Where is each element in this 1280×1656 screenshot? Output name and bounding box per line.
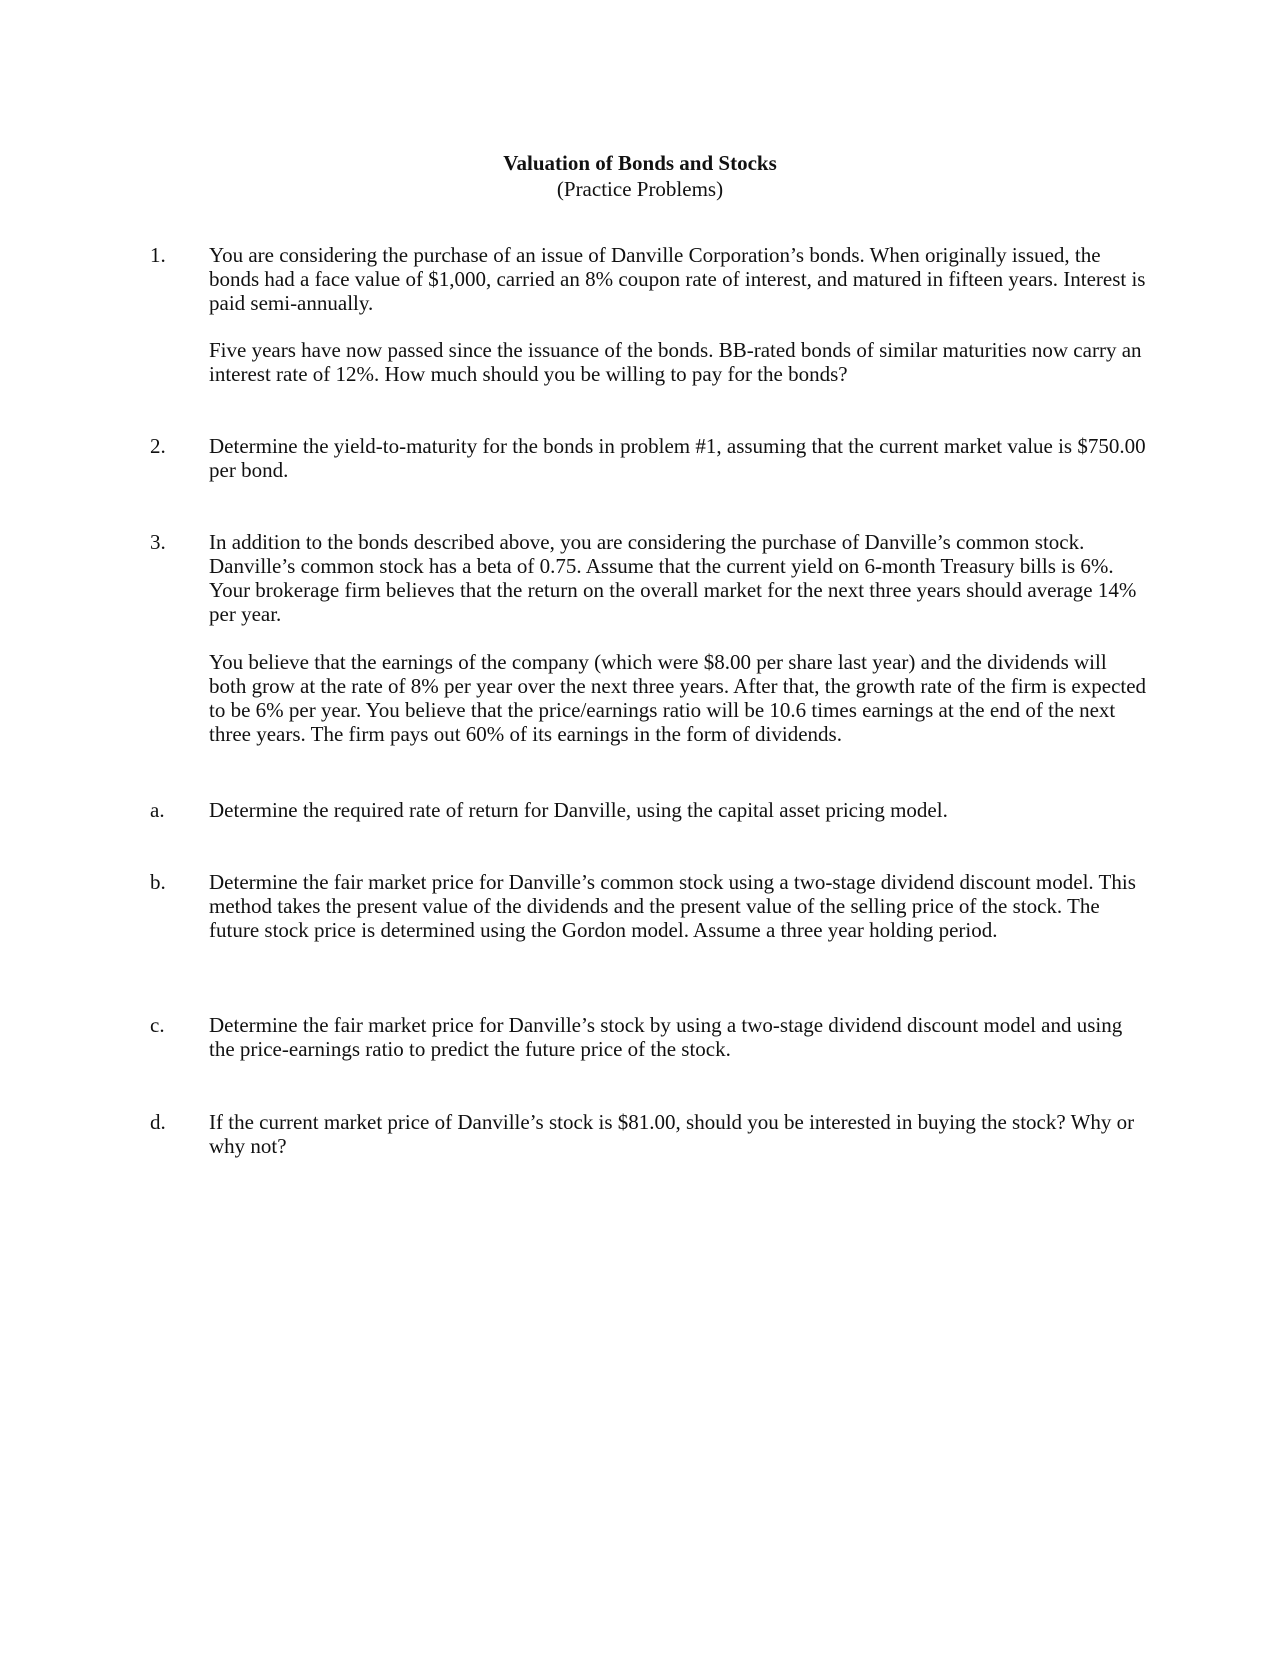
problem-number: 3.: [150, 530, 166, 554]
subpart-text: Determine the fair market price for Danville’s common stock using a two-stage dividend discount model. This method takes the present value of the dividends and the present value of the selling price of the stock. The future stock price is determined using the Gordon model. Assume a three year holding period.: [209, 870, 1136, 942]
problem-text: You are considering the purchase of an issue of Danville Corporation’s bonds. When originally issued, the bonds had a face value of $1,000, carried an 8% coupon rate of interest, and matured in fifteen years. Interest is paid semi-annually.: [209, 243, 1146, 315]
subpart-text: Determine the required rate of return for Danville, using the capital asset pricing model.: [209, 798, 948, 822]
subpart-text: Determine the fair market price for Danville’s stock by using a two-stage dividend discount model and using the price-earnings ratio to predict the future price of the stock.: [209, 1013, 1123, 1061]
subpart-letter: c.: [150, 1013, 165, 1037]
problem-1-paragraph-2: Five years have now passed since the issuance of the bonds. BB-rated bonds of similar maturities now carry an interest rate of 12%. How much should you be willing to pay for the bonds?: [209, 338, 1142, 386]
problem-number: 2.: [150, 434, 166, 458]
subpart-letter: b.: [150, 870, 166, 894]
document-title: Valuation of Bonds and Stocks: [503, 151, 777, 175]
problem-3-paragraph-2: You believe that the earnings of the company (which were $8.00 per share last year) and the dividends will both grow at the rate of 8% per year over the next three years. After that, the growth rate of the firm is expected to be 6% per year. You believe that the price/earnings ratio will be 10.6 times earnings at the end of the next three years. The firm pays out 60% of its earnings in the form of dividends.: [209, 650, 1147, 746]
problem-number: 1.: [150, 243, 166, 267]
subpart-text: If the current market price of Danville’s stock is $81.00, should you be interested in buying the stock? Why or why not?: [209, 1110, 1135, 1158]
problem-text: In addition to the bonds described above, you are considering the purchase of Danville’s common stock. Danville’s common stock has a beta of 0.75. Assume that the current yield on 6-month Treasury bills is 6%. Your brokerage firm believes that the return on the overall market for the next three years should average 14% per year.: [209, 530, 1137, 626]
subpart-letter: d.: [150, 1110, 166, 1134]
problem-text: Determine the yield-to-maturity for the bonds in problem #1, assuming that the current market value is $750.00 per bond.: [209, 434, 1146, 482]
subpart-letter: a.: [150, 798, 165, 822]
document-subtitle: (Practice Problems): [556, 177, 724, 201]
